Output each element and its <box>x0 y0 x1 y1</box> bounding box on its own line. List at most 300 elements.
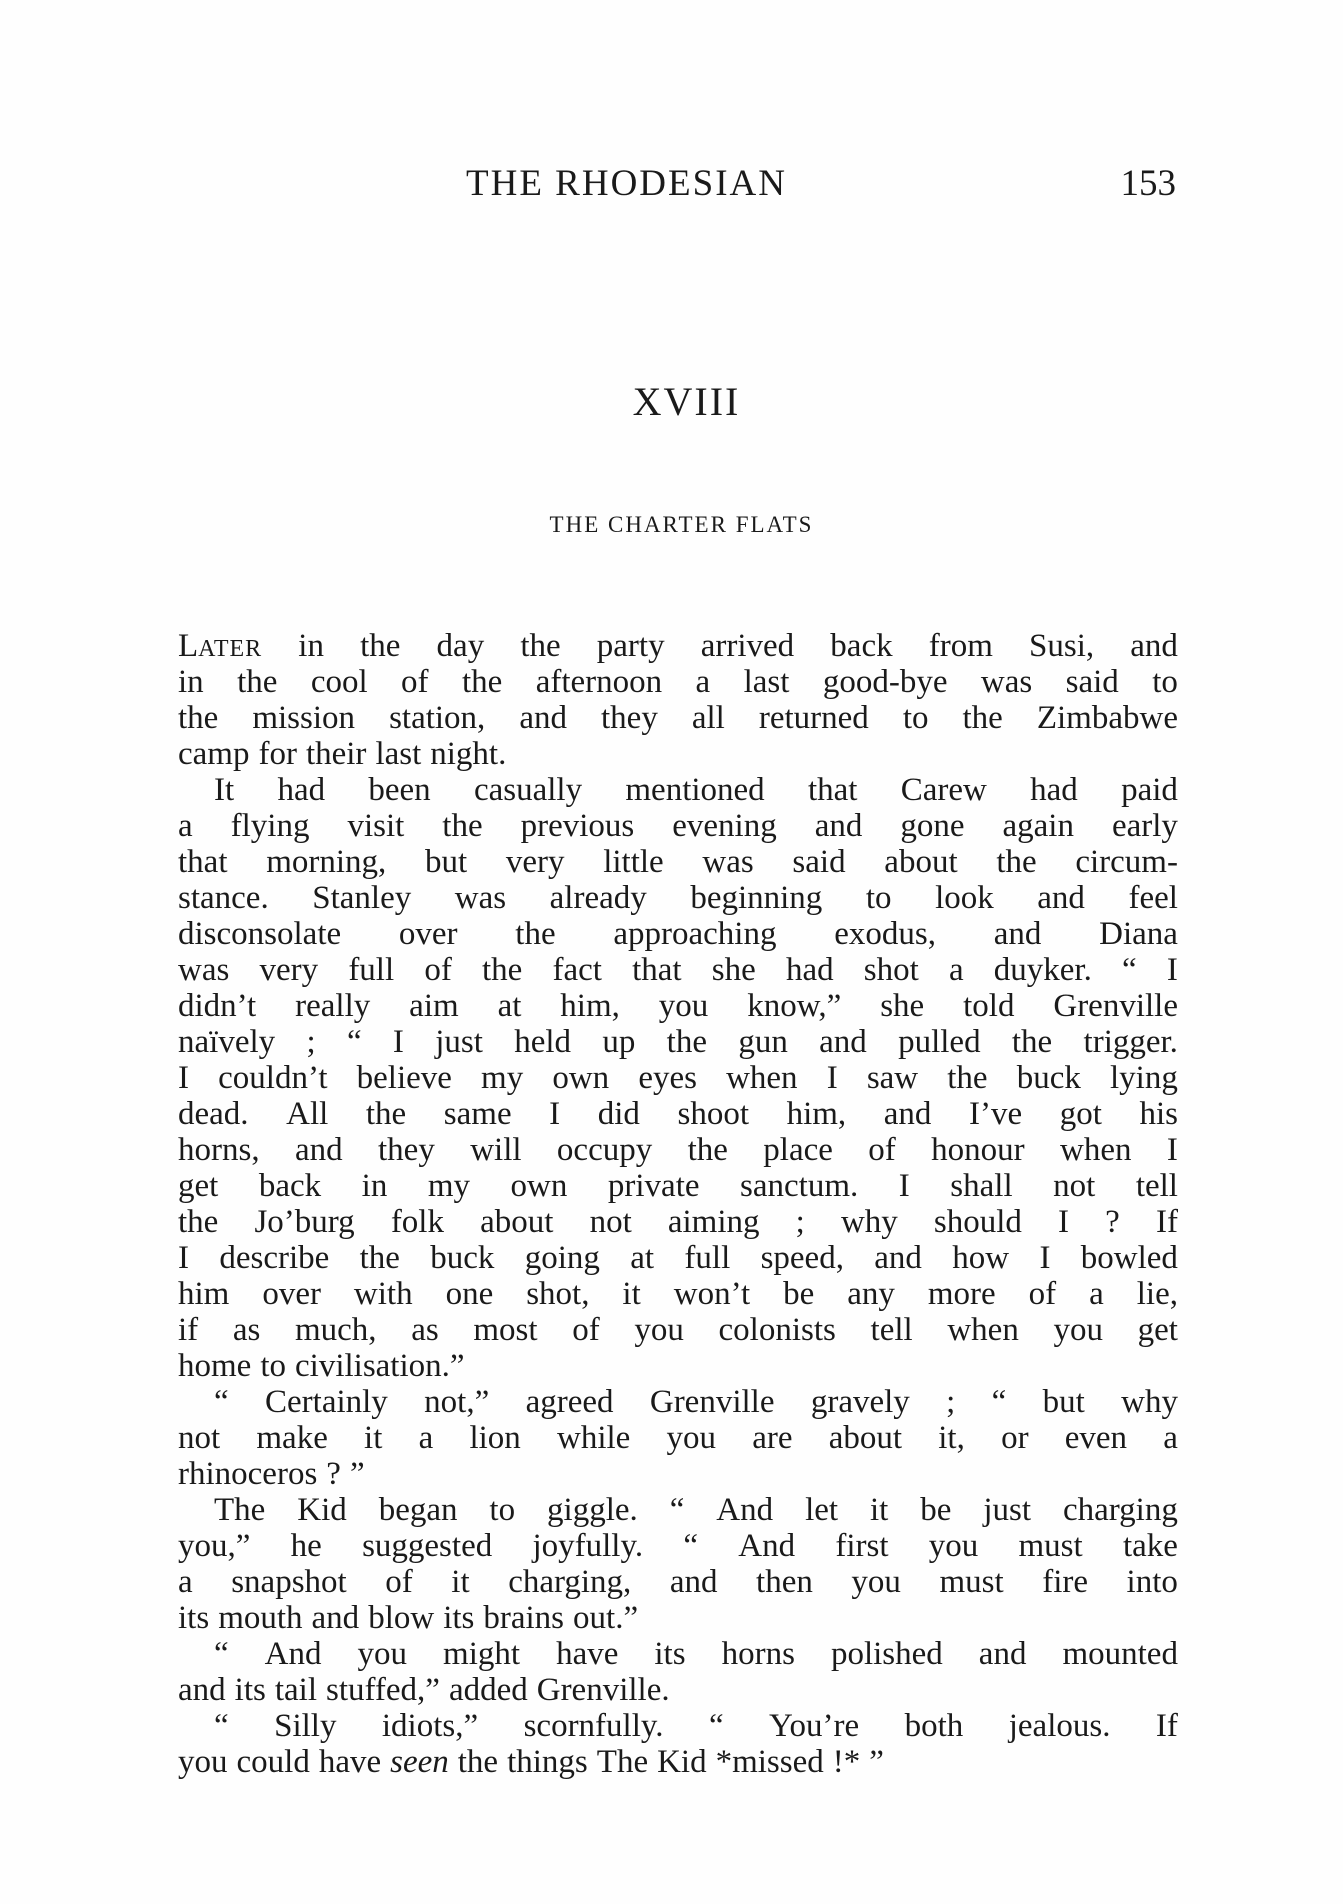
word: not,” <box>424 1384 490 1420</box>
word: the <box>178 1204 219 1240</box>
word: why <box>840 1204 898 1240</box>
word: won’t <box>673 1276 751 1312</box>
word: will <box>470 1132 522 1168</box>
word: suggested <box>362 1528 493 1564</box>
word: private <box>607 1168 700 1204</box>
word: my <box>427 1168 471 1204</box>
word: but <box>1042 1384 1085 1420</box>
word: how <box>952 1240 1010 1276</box>
text-line <box>178 1456 1178 1492</box>
word: mounted <box>1062 1636 1178 1672</box>
word: him, <box>786 1096 847 1132</box>
word: you <box>928 1528 979 1564</box>
word: paid <box>1121 772 1178 808</box>
word: him <box>178 1276 230 1312</box>
word: gravely <box>810 1384 910 1420</box>
word: of <box>868 1132 896 1168</box>
word: mouth <box>218 1600 303 1636</box>
word: and <box>819 1024 867 1060</box>
word: things <box>507 1744 588 1780</box>
word: of <box>401 664 429 700</box>
word: a <box>948 952 964 988</box>
word: idiots,” <box>381 1708 479 1744</box>
word: the <box>359 1240 400 1276</box>
text-line <box>178 1204 1178 1240</box>
word: snapshot <box>231 1564 347 1600</box>
word: full <box>684 1240 731 1276</box>
word: when <box>726 1060 798 1096</box>
word: Diana <box>1099 916 1178 952</box>
word: the <box>461 664 503 700</box>
word: then <box>756 1564 813 1600</box>
word: of <box>1028 1276 1057 1312</box>
word: I <box>392 1024 404 1060</box>
word: said <box>792 844 846 880</box>
word: at <box>630 1240 655 1276</box>
word: are <box>752 1420 793 1456</box>
word: even <box>1064 1420 1128 1456</box>
word: why <box>1121 1384 1178 1420</box>
word: the <box>996 844 1037 880</box>
text-line <box>178 1276 1178 1312</box>
word: most <box>473 1312 538 1348</box>
word: approaching <box>613 916 777 952</box>
word: Grenville <box>1053 988 1178 1024</box>
word: to <box>865 880 892 916</box>
word: a <box>1089 1276 1104 1312</box>
word: the <box>481 952 523 988</box>
word: scornfully. <box>523 1708 664 1744</box>
word: look <box>935 880 994 916</box>
word: tail <box>274 1672 317 1708</box>
word: disconsolate <box>178 916 342 952</box>
word: to <box>489 1492 516 1528</box>
word: not <box>589 1204 632 1240</box>
word: the <box>947 1060 988 1096</box>
word: with <box>353 1276 413 1312</box>
word: you <box>666 1420 717 1456</box>
word: I <box>549 1096 561 1132</box>
word: in <box>298 628 324 664</box>
word: exodus, <box>834 916 936 952</box>
word: afternoon <box>535 664 663 700</box>
word: as <box>411 1312 439 1348</box>
word: tell <box>870 1312 913 1348</box>
text-line <box>178 1096 1178 1132</box>
text-line <box>178 988 1178 1024</box>
text-line <box>178 1348 1178 1384</box>
word: I <box>1039 1240 1051 1276</box>
word: it <box>451 1564 470 1600</box>
text-line <box>178 1420 1178 1456</box>
word: fire <box>1042 1564 1088 1600</box>
word: own <box>510 1168 568 1204</box>
word: polished <box>830 1636 943 1672</box>
word: or <box>1001 1420 1029 1456</box>
word: brains <box>483 1600 565 1636</box>
word: it <box>622 1276 641 1312</box>
text-line <box>178 1744 1178 1780</box>
word: If <box>1155 1708 1178 1744</box>
word: saw <box>866 1060 919 1096</box>
word: agreed <box>525 1384 614 1420</box>
word: about <box>884 844 958 880</box>
word: a <box>1163 1420 1178 1456</box>
word: be <box>783 1276 815 1312</box>
word: more <box>927 1276 996 1312</box>
text-line <box>178 736 1178 772</box>
word: colonists <box>718 1312 836 1348</box>
word: when <box>1060 1132 1132 1168</box>
word: party <box>596 628 665 664</box>
word: duyker. <box>993 952 1092 988</box>
word: The <box>214 1492 266 1528</box>
word: full <box>348 952 395 988</box>
word: let <box>805 1492 839 1528</box>
word: held <box>514 1024 572 1060</box>
text-line <box>178 916 1178 952</box>
word: have <box>556 1636 619 1672</box>
word: and <box>993 916 1042 952</box>
word: into <box>1126 1564 1178 1600</box>
word: you,” <box>178 1528 251 1564</box>
word: And <box>264 1636 322 1672</box>
word: “ <box>214 1708 229 1744</box>
word: I’ve <box>969 1096 1023 1132</box>
word: both <box>904 1708 964 1744</box>
word: Stanley <box>312 880 412 916</box>
word: Zimbabwe <box>1036 700 1178 736</box>
word: ? <box>1105 1204 1120 1240</box>
word: you <box>634 1312 684 1348</box>
text-line <box>178 1312 1178 1348</box>
word: at <box>497 988 522 1024</box>
word: she <box>711 952 756 988</box>
word: from <box>928 628 993 664</box>
word: charging <box>1063 1492 1178 1528</box>
page-number: 153 <box>1120 163 1176 204</box>
word: “ <box>346 1024 362 1060</box>
word: stance. <box>178 880 269 916</box>
word: get <box>178 1168 219 1204</box>
word: told <box>963 988 1015 1024</box>
word: and <box>874 1240 922 1276</box>
word: Grenville <box>649 1384 775 1420</box>
text-line <box>178 772 1178 808</box>
word: charging, <box>508 1564 632 1600</box>
word: just <box>435 1024 483 1060</box>
word: that <box>178 844 228 880</box>
word: in <box>361 1168 388 1204</box>
text-line <box>178 1492 1178 1528</box>
word: !* <box>832 1744 861 1780</box>
word: aim <box>409 988 459 1024</box>
word: joyfully. <box>532 1528 644 1564</box>
word: All <box>286 1096 329 1132</box>
word: I <box>1166 952 1178 988</box>
word: honour <box>931 1132 1025 1168</box>
word: couldn’t <box>218 1060 328 1096</box>
word: for <box>258 736 297 772</box>
word: just <box>983 1492 1032 1528</box>
word: the <box>442 808 483 844</box>
word: really <box>295 988 371 1024</box>
word: sanctum. <box>740 1168 859 1204</box>
word: as <box>232 1312 261 1348</box>
word: I <box>1166 1132 1178 1168</box>
word: was <box>178 952 230 988</box>
word: horns, <box>178 1132 260 1168</box>
word: was <box>454 880 507 916</box>
word: Jo’burg <box>254 1204 355 1240</box>
word: and <box>294 1132 343 1168</box>
word: seen <box>390 1744 449 1780</box>
word: you <box>658 988 709 1024</box>
text-line <box>178 1240 1178 1276</box>
word: home <box>178 1348 252 1384</box>
word: get <box>1137 1312 1178 1348</box>
word: ” <box>869 1744 884 1780</box>
text-line <box>178 700 1178 736</box>
word: you <box>1053 1312 1103 1348</box>
word: and <box>519 700 567 736</box>
word: didn’t <box>178 988 257 1024</box>
text-line <box>178 952 1178 988</box>
word: eyes <box>638 1060 697 1096</box>
word: and <box>978 1636 1027 1672</box>
word: lion <box>469 1420 521 1456</box>
word: place <box>763 1132 833 1168</box>
word: shall <box>950 1168 1013 1204</box>
word: mission <box>252 700 356 736</box>
text-line <box>178 1708 1178 1744</box>
word: began <box>378 1492 458 1528</box>
word: its <box>234 1672 266 1708</box>
word: very <box>259 952 319 988</box>
word: a <box>418 1420 434 1456</box>
word: dead. <box>178 1096 249 1132</box>
word: and <box>814 808 863 844</box>
word: rhinoceros <box>178 1456 318 1492</box>
word: they <box>378 1132 435 1168</box>
word: up <box>602 1024 636 1060</box>
word: they <box>601 700 658 736</box>
text-line <box>178 1384 1178 1420</box>
word: again <box>1002 808 1074 844</box>
word: Certainly <box>265 1384 388 1420</box>
word: Kid <box>297 1492 347 1528</box>
word: mentioned <box>625 772 765 808</box>
word: lie, <box>1136 1276 1178 1312</box>
chapter-number: XVIII <box>632 379 741 424</box>
word: was <box>702 844 754 880</box>
word: I <box>1058 1204 1070 1240</box>
word: a <box>178 808 193 844</box>
word: the <box>178 700 219 736</box>
word: I <box>178 1240 189 1276</box>
word: should <box>933 1204 1022 1240</box>
word: “ <box>683 1528 698 1564</box>
word: aiming <box>667 1204 760 1240</box>
word: that <box>807 772 858 808</box>
word: the <box>365 1096 407 1132</box>
word: his <box>1139 1096 1178 1132</box>
word: Susi, <box>1029 628 1095 664</box>
word: not <box>1053 1168 1096 1204</box>
word: good-bye <box>822 664 948 700</box>
word: night. <box>430 736 507 772</box>
word: previous <box>520 808 635 844</box>
text-line <box>178 1672 1178 1708</box>
word: *missed <box>715 1744 824 1780</box>
word: occupy <box>556 1132 653 1168</box>
word: had <box>785 952 834 988</box>
word: civilisation.” <box>295 1348 465 1384</box>
word: not <box>178 1420 221 1456</box>
word: It <box>214 772 235 808</box>
word: believe <box>356 1060 452 1096</box>
word: it <box>364 1420 383 1456</box>
word: but <box>424 844 468 880</box>
word: make <box>256 1420 328 1456</box>
word: casually <box>473 772 583 808</box>
word: could <box>236 1744 310 1780</box>
body-text <box>178 628 1178 1780</box>
word: ; <box>306 1024 316 1060</box>
word: might <box>443 1636 521 1672</box>
text-line <box>178 844 1178 880</box>
word: folk <box>390 1204 444 1240</box>
smallcaps-lead-word: LATER <box>178 628 263 664</box>
text-line <box>178 1564 1178 1600</box>
word: first <box>835 1528 889 1564</box>
word: back <box>830 628 893 664</box>
text-line <box>178 1636 1178 1672</box>
word: about <box>828 1420 903 1456</box>
word: in <box>178 664 204 700</box>
word: it, <box>938 1420 965 1456</box>
word: got <box>1059 1096 1102 1132</box>
word: the <box>666 1024 707 1060</box>
word: “ <box>1122 952 1137 988</box>
word: the <box>1011 1024 1053 1060</box>
word: a <box>695 664 711 700</box>
word: of <box>424 952 452 988</box>
word: gun <box>738 1024 788 1060</box>
word: when <box>947 1312 1019 1348</box>
word: while <box>557 1420 631 1456</box>
word: the <box>457 1744 499 1780</box>
word: day <box>436 628 485 664</box>
word: about <box>480 1204 554 1240</box>
word: know,” <box>747 988 842 1024</box>
word: the <box>520 628 561 664</box>
word: naïvely <box>178 1024 276 1060</box>
word: my <box>481 1060 524 1096</box>
word: did <box>597 1096 640 1132</box>
word: you <box>357 1636 408 1672</box>
word: bowled <box>1080 1240 1178 1276</box>
word: ; <box>795 1204 805 1240</box>
word: must <box>1018 1528 1083 1564</box>
word: gone <box>900 808 965 844</box>
word: feel <box>1128 880 1178 916</box>
word: over <box>398 916 458 952</box>
text-line <box>178 664 1178 700</box>
word: shot <box>863 952 919 988</box>
word: I <box>178 1060 189 1096</box>
word: buck <box>430 1240 495 1276</box>
word: the <box>360 628 401 664</box>
word: of <box>385 1564 413 1600</box>
word: over <box>262 1276 321 1312</box>
text-line <box>178 1600 1178 1636</box>
word: early <box>1111 808 1178 844</box>
word: ? <box>326 1456 341 1492</box>
word: had <box>277 772 326 808</box>
text-line <box>178 1132 1178 1168</box>
word: their <box>305 736 367 772</box>
text-line <box>178 1024 1178 1060</box>
word: ” <box>349 1456 365 1492</box>
word: describe <box>219 1240 330 1276</box>
word: and <box>1037 880 1085 916</box>
word: had <box>1030 772 1078 808</box>
word: it <box>870 1492 889 1528</box>
word: its <box>178 1600 210 1636</box>
word: and <box>1130 628 1178 664</box>
word: arrived <box>700 628 795 664</box>
word: pulled <box>898 1024 981 1060</box>
running-title: THE RHODESIAN <box>466 163 787 204</box>
word: camp <box>178 736 250 772</box>
word: one <box>445 1276 494 1312</box>
word: morning, <box>266 844 387 880</box>
word: visit <box>347 808 405 844</box>
word: of <box>572 1312 600 1348</box>
text-line <box>178 880 1178 916</box>
word: the <box>515 916 556 952</box>
word: speed, <box>760 1240 844 1276</box>
word: much, <box>294 1312 377 1348</box>
word: shot, <box>526 1276 590 1312</box>
word: that <box>632 952 682 988</box>
word: giggle. <box>547 1492 638 1528</box>
word: trigger. <box>1083 1024 1178 1060</box>
word: must <box>939 1564 1004 1600</box>
word: last <box>743 664 790 700</box>
word: to <box>902 700 929 736</box>
word: she <box>880 988 925 1024</box>
word: and <box>669 1564 718 1600</box>
word: you <box>178 1744 228 1780</box>
word: “ <box>214 1384 229 1420</box>
word: out.” <box>573 1600 639 1636</box>
word: lying <box>1110 1060 1178 1096</box>
word: beginning <box>690 880 823 916</box>
text-line <box>178 1168 1178 1204</box>
word: And <box>716 1492 774 1528</box>
word: blow <box>368 1600 435 1636</box>
word: if <box>178 1312 199 1348</box>
word: station, <box>389 700 486 736</box>
word: “ <box>214 1636 229 1672</box>
word: going <box>524 1240 600 1276</box>
word: fact <box>552 952 602 988</box>
word: have <box>318 1744 382 1780</box>
word: flying <box>230 808 310 844</box>
text-line <box>178 1060 1178 1096</box>
